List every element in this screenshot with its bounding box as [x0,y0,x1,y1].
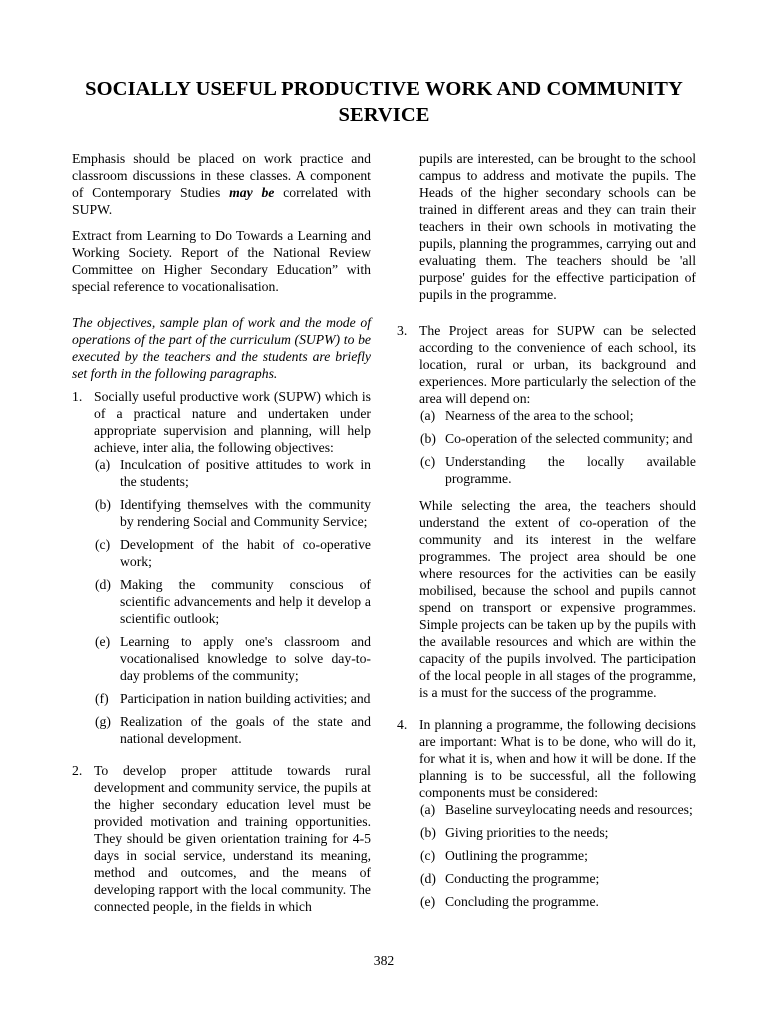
list-item [95,456,371,490]
list-item [95,576,371,627]
planning-components-list [397,801,696,910]
item-label: (a) [420,802,436,817]
list-item [420,847,696,864]
item-label: (b) [420,825,436,840]
item-text: Giving priorities to the needs; [445,825,609,840]
item-label: (g) [95,714,111,729]
list-item [95,713,371,747]
paragraph-continued: pupils are interested, can be brought to the school campus to address and motivate the pupils. The Heads of the higher secondary schools can be trained in different areas and they can train their teachers in their own schools in motivating the pupils, planning the programmes, carrying out and evaluating them. The teachers should be 'all purpose' guides for the effective participation of pupils in the programme. [419,151,696,302]
list-item [95,633,371,684]
paragraph-intro: The objectives, sample plan of work and the mode of operations of the part of the curriculum (SUPW) to be executed by the teachers and the students are briefly set forth in the following paragraphs. [72,315,371,381]
paragraph-text: Emphasis should be placed on work practice and classroom discussions in these classes. A component of Contemporary Studies [72,151,371,200]
emphasis-text: may be [229,185,275,200]
list-item [420,824,696,841]
item-text: Co-operation of the selected community; and [445,431,693,446]
item-label: (b) [95,497,111,512]
item-number: 3. [397,323,408,338]
right-column [397,150,696,910]
selection-criteria-list [397,407,696,487]
list-item-2 [72,762,371,915]
item-number: 1. [72,389,83,404]
list-item [420,893,696,910]
item-text: Participation in nation building activities; and [120,691,371,706]
item-text: Socially useful productive work (SUPW) which is of a practical nature and undertaken under appropriate supervision and planning, will help achieve, inter alia, the following objectives: [94,389,371,455]
item-text: The Project areas for SUPW can be selected according to the convenience of each school, its location, rural or urban, its background and experiences. More particularly the selection of the area will depend on: [419,323,696,406]
item-text: Concluding the programme. [445,894,599,909]
list-item [420,801,696,818]
item-text: To develop proper attitude towards rural development and community service, the pupils at the higher secondary education level must be provided motivation and training opportunities. They should be given orientation training for 4-5 days in social service, understand its meaning, method and outcomes, and the means of developing rapport with the local community. The connected people, in the fields in which [94,763,371,914]
list-item [95,536,371,570]
item-label: (c) [420,454,436,469]
paragraph-selection: While selecting the area, the teachers should understand the extent of co-operation of the community and its interest in the welfare programmes. The project area should be one where resources for the activities can be easily mobilised, because the school and pupils cannot spend on transport or expensive programmes. Simple projects can be taken up by the pupils with the available resources and which are within the capacity of the pupils involved. The participation of the local people in all stages of the programme, is a must for the success of the programme. [419,498,696,700]
list-item-1 [72,388,371,456]
objectives-list [72,456,371,747]
item-text: Learning to apply one's classroom and vocationalised knowledge to solve day-to-day problems of the community; [120,634,371,683]
item-label: (e) [420,894,436,909]
page-title: SOCIALLY USEFUL PRODUCTIVE WORK AND COMMUNITY SERVICE [85,78,683,126]
list-item [420,430,696,447]
list-item [420,453,696,487]
item-label: (a) [420,408,436,423]
item-label: (a) [95,457,111,472]
item-text: Realization of the goals of the state and national development. [120,714,371,746]
list-item [420,870,696,887]
item-text: Understanding the locally available programme. [445,454,696,486]
item-text: Inculcation of positive attitudes to work in the students; [120,457,371,489]
paragraph-extract: Extract from Learning to Do Towards a Learning and Working Society. Report of the National Review Committee on Higher Secondary Education” with special reference to vocationalisation. [72,228,371,294]
list-item-4 [397,716,696,801]
item-label: (b) [420,431,436,446]
list-item-3 [397,322,696,407]
page-number: 382 [373,953,395,968]
item-text: Baseline surveylocating needs and resources; [445,802,693,817]
item-text: Nearness of the area to the school; [445,408,634,423]
item-number: 4. [397,717,408,732]
item-number: 2. [72,763,83,778]
item-label: (f) [95,691,109,706]
item-text: Making the community conscious of scientific advancements and help it develop a scientific outlook; [120,577,371,626]
list-item [420,407,696,424]
item-text: Identifying themselves with the community by rendering Social and Community Service; [120,497,371,529]
paragraph-emphasis [72,150,371,218]
item-label: (c) [420,848,436,863]
item-label: (e) [95,634,111,649]
item-label: (c) [95,537,111,552]
list-item [95,496,371,530]
item-label: (d) [420,871,436,886]
left-column [72,150,371,915]
paragraph-text: correlated with SUPW. [72,185,371,217]
list-item [95,690,371,707]
item-label: (d) [95,577,111,592]
item-text: Development of the habit of co-operative work; [120,537,371,569]
item-text: In planning a programme, the following decisions are important: What is to be done, who will do it, for what it is, when and how it will be done. If the planning is to be successful, all the following components must be considered: [419,717,696,800]
item-text: Outlining the programme; [445,848,588,863]
item-text: Conducting the programme; [445,871,600,886]
